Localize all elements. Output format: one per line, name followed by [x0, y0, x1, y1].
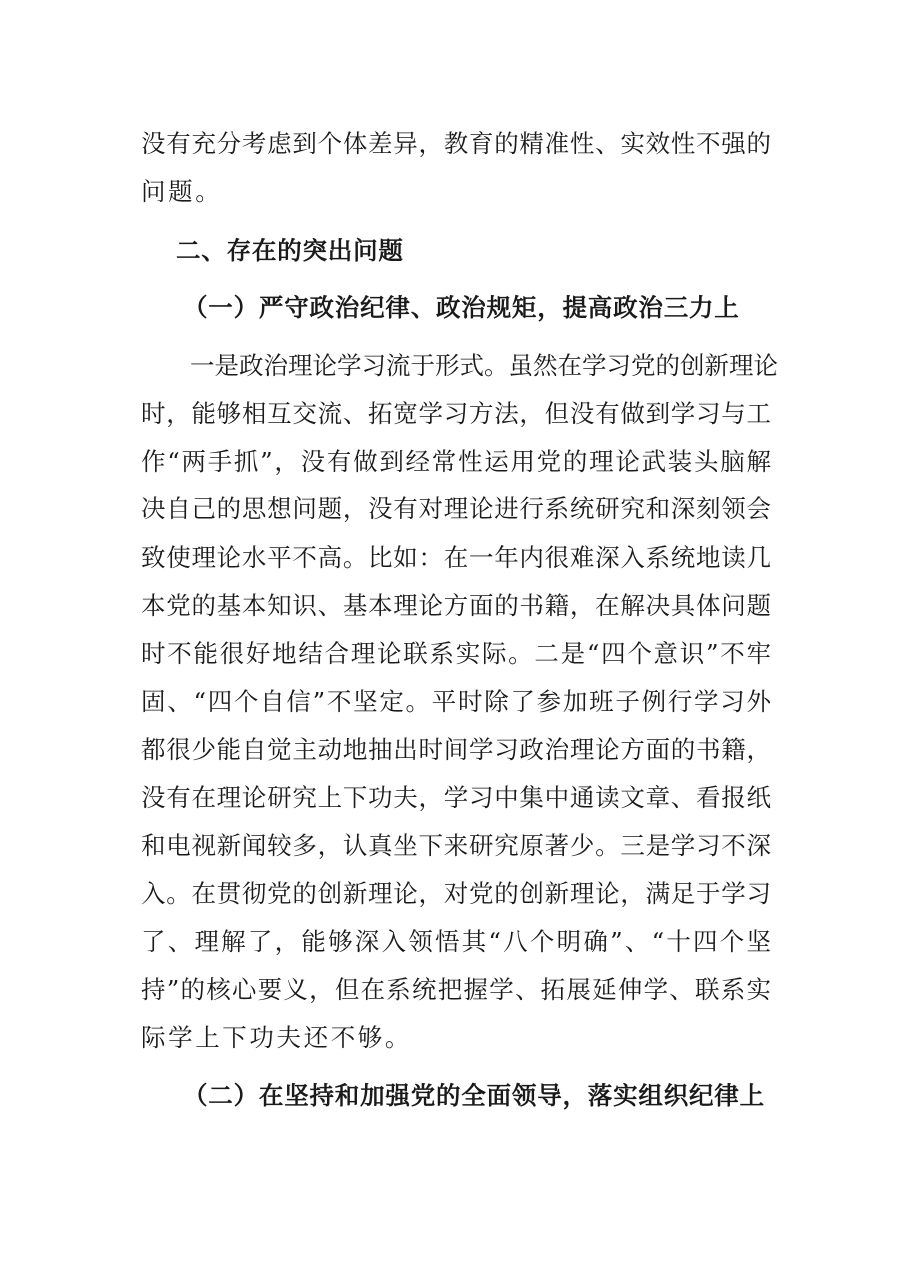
paragraph-line: 没有充分考虑到个体差异，教育的精准性、实效性不强的 — [141, 129, 771, 158]
paragraph-line: 固、“四个自信”不坚定。平时除了参加班子例行学习外 — [141, 687, 771, 716]
paragraph-line: 时不能很好地结合理论联系实际。二是“四个意识”不牢 — [141, 639, 771, 668]
paragraph-line: 时，能够相互交流、拓宽学习方法，但没有做到学习与工 — [141, 399, 771, 428]
paragraph-line: 本党的基本知识、基本理论方面的书籍，在解决具体问题 — [141, 591, 771, 620]
paragraph-line: 问题。 — [141, 177, 223, 206]
subsection-heading: （二）在坚持和加强党的全面领导，落实组织纪律上 — [183, 1081, 765, 1110]
paragraph-line: 持”的核心要义，但在系统把握学、拓展延伸学、联系实 — [141, 975, 771, 1004]
paragraph-line: 和电视新闻较多，认真坐下来研究原著少。三是学习不深 — [141, 831, 771, 860]
paragraph-line: 致使理论水平不高。比如：在一年内很难深入系统地读几 — [141, 543, 771, 572]
paragraph-line: 都很少能自觉主动地抽出时间学习政治理论方面的书籍， — [141, 735, 771, 764]
paragraph-line: 入。在贯彻党的创新理论，对党的创新理论，满足于学习 — [141, 879, 771, 908]
section-heading: 二、存在的突出问题 — [176, 236, 404, 265]
subsection-heading: （一）严守政治纪律、政治规矩，提高政治三力上 — [183, 293, 740, 322]
paragraph-line: 了、理解了，能够深入领悟其“八个明确”、“十四个坚 — [141, 927, 771, 956]
paragraph-line: 际学上下功夫还不够。 — [141, 1023, 412, 1052]
paragraph-line: 决自己的思想问题，没有对理论进行系统研究和深刻领会 — [141, 494, 771, 523]
paragraph-line: 一是政治理论学习流于形式。虽然在学习党的创新理论 — [190, 351, 778, 380]
paragraph-line: 作“两手抓”，没有做到经常性运用党的理论武装头脑解 — [141, 447, 771, 476]
paragraph-line: 没有在理论研究上下功夫，学习中集中通读文章、看报纸 — [141, 783, 771, 812]
